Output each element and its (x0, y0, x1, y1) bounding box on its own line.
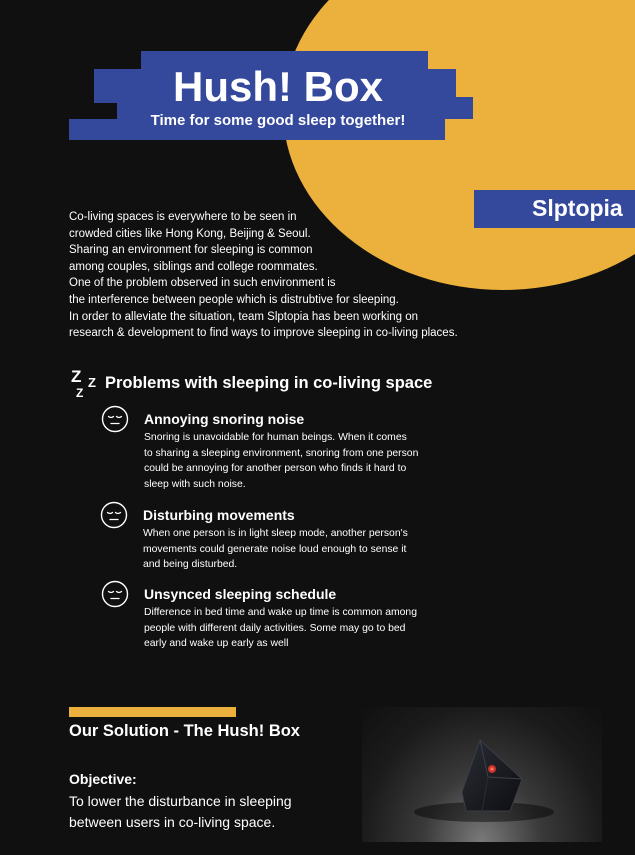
problem-title: Annoying snoring noise (144, 411, 305, 427)
hush-box-photo (362, 707, 602, 842)
solution-title: Our Solution - The Hush! Box (69, 722, 300, 740)
objective-label: Objective: (69, 771, 137, 787)
intro-line: Sharing an environment for sleeping is common (69, 244, 313, 257)
problem-title: Unsynced sleeping schedule (144, 586, 337, 602)
problem-description-line: Difference in bed time and wake up time is common among (144, 607, 417, 618)
objective-line: To lower the disturbance in sleeping (69, 793, 292, 809)
problem-description-line: movements could generate noise loud enough to sense it (143, 543, 407, 555)
intro-paragraph (69, 209, 539, 342)
problem-description-line: could be annoying for another person who finds it hard to (144, 463, 407, 474)
objective-text (69, 791, 292, 833)
problem-description-line: to sharing a sleeping environment, snoring from one person (144, 447, 419, 459)
problems-heading-text: Problems with sleeping in co-living space (105, 374, 433, 392)
brand-name: Slptopia (532, 195, 623, 221)
problem-description-line: Snoring is unavoidable for human beings. When it comes (144, 432, 407, 443)
problem-description-line: people with different daily activities. Some may go to bed (144, 622, 406, 634)
sleepy-face-icon (100, 501, 128, 529)
sleepy-face-icon (101, 580, 129, 608)
problem-description-line: When one person is in light sleep mode, another person's (143, 528, 408, 539)
zzz-icon: Z Z Z (71, 367, 96, 400)
problem-title: Disturbing movements (143, 507, 295, 523)
sleepy-face-icon (101, 405, 129, 433)
page-title: Hush! Box (173, 63, 383, 110)
intro-line: among couples, siblings and college roommates. (69, 260, 318, 273)
objective-line: between users in co-living space. (69, 814, 276, 830)
intro-line: the interference between people which is distrubtive for sleeping. (69, 293, 399, 306)
intro-line: Co-living spaces is everywhere to be seen in (69, 211, 297, 223)
page-tagline: Time for some good sleep together! (150, 112, 406, 129)
problem-description (144, 605, 464, 652)
problem-description-line: early and wake up early as well (144, 638, 289, 649)
problem-description (144, 430, 464, 492)
hush-box-device-icon (362, 707, 602, 842)
intro-line: research & development to find ways to improve sleeping in co-living places. (69, 327, 458, 340)
problem-description-line: and being disturbed. (143, 559, 238, 570)
intro-line: One of the problem observed in such environment is (69, 277, 336, 290)
problem-description (143, 526, 463, 573)
intro-line: crowded cities like Hong Kong, Beijing & Seoul. (69, 227, 311, 240)
intro-line: In order to alleviate the situation, team Slptopia has been working on (69, 310, 419, 323)
problem-description-line: sleep with such noise. (144, 478, 246, 490)
solution-accent-bar (69, 707, 236, 717)
